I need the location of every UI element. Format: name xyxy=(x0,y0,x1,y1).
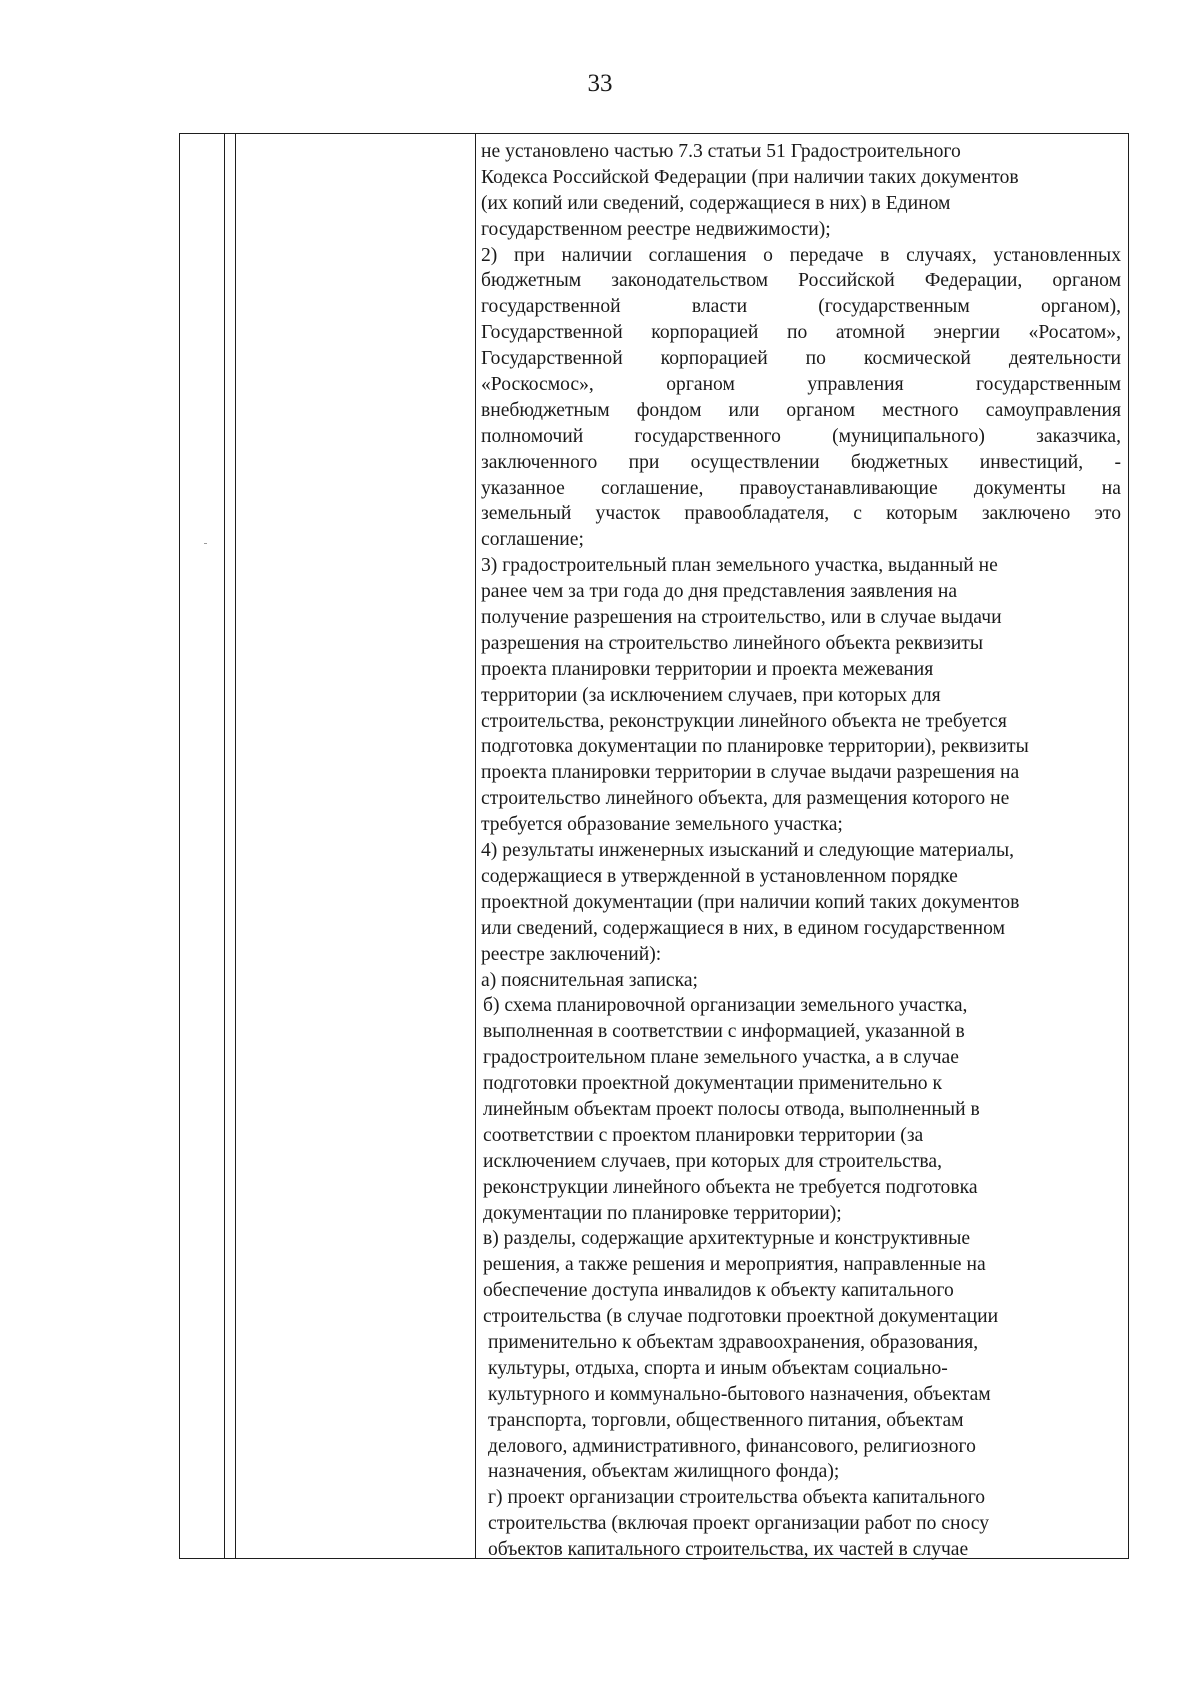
text-line: градостроительном плане земельного участка, а в случае xyxy=(483,1047,959,1069)
text-line: решения, а также решения и мероприятия, направленные на xyxy=(483,1254,986,1276)
text-line: транспорта, торговли, общественного питания, объектам xyxy=(488,1409,964,1431)
documents-cell xyxy=(481,139,1121,1563)
text-line: получение разрешения на строительство, или в случае выдачи xyxy=(481,607,1002,629)
text-line: 2) при наличии соглашения о передаче в случаях, установленных xyxy=(481,244,1121,266)
text-line: подготовка документации по планировке территории), реквизиты xyxy=(481,736,1029,758)
text-line: реконструкции линейного объекта не требуется подготовка xyxy=(483,1176,978,1198)
text-line: соответствии с проектом планировки территории (за xyxy=(483,1124,924,1146)
text-line: документации по планировке территории); xyxy=(483,1202,842,1224)
text-line: культуры, отдыха, спорта и иным объектам социально- xyxy=(488,1357,948,1379)
text-line: проектной документации (при наличии копий таких документов xyxy=(481,891,1020,913)
text-line: территории (за исключением случаев, при которых для xyxy=(481,684,941,706)
text-line: б) схема планировочной организации земельного участка, xyxy=(483,995,968,1017)
text-line: государственном реестре недвижимости); xyxy=(481,218,831,240)
text-line: указанное соглашение, правоустанавливающие документы на xyxy=(481,477,1121,499)
text-line: (их копий или сведений, содержащиеся в них) в Едином xyxy=(481,192,951,214)
text-line: назначения, объектам жилищного фонда); xyxy=(488,1461,840,1483)
column-divider-1 xyxy=(224,134,225,1558)
text-line: делового, административного, финансового, религиозного xyxy=(488,1435,976,1457)
text-line: в) разделы, содержащие архитектурные и конструктивные xyxy=(483,1228,971,1250)
text-line: объектов капитального строительства, их частей в случае xyxy=(488,1539,969,1561)
text-line: проекта планировки территории в случае выдачи разрешения на xyxy=(481,762,1020,784)
text-line: не установлено частью 7.3 статьи 51 Градостроительного xyxy=(481,141,961,162)
text-line: ранее чем за три года до дня представления заявления на xyxy=(481,581,958,603)
text-line: Кодекса Российской Федерации (при наличии таких документов xyxy=(481,166,1019,188)
text-line: соглашение; xyxy=(481,529,584,551)
text-line: Государственной корпорацией по космической деятельности xyxy=(481,348,1121,370)
text-line: исключением случаев, при которых для строительства, xyxy=(483,1150,942,1172)
text-line: внебюджетным фондом или органом местного самоуправления xyxy=(481,399,1121,421)
text-line: строительства (в случае подготовки проектной документации xyxy=(483,1306,999,1328)
text-line: государственной власти (государственным органом), xyxy=(481,296,1121,318)
text-line: содержащиеся в утвержденной в установленном порядке xyxy=(481,865,958,887)
text-line: обеспечение доступа инвалидов к объекту капитального xyxy=(483,1280,954,1302)
text-line: а) пояснительная записка; xyxy=(481,969,698,991)
requirements-table xyxy=(179,133,1129,1559)
text-line: земельный участок правообладателя, с которым заключено это xyxy=(481,503,1121,525)
text-line: применительно к объектам здравоохранения, образования, xyxy=(488,1331,979,1353)
text-line: Государственной корпорацией по атомной энергии «Росатом», xyxy=(481,322,1121,344)
text-line: строительства (включая проект организации работ по сносу xyxy=(488,1513,989,1535)
column-divider-3 xyxy=(475,134,476,1558)
text-line: «Роскосмос», органом управления государственным xyxy=(481,374,1121,396)
text-line: г) проект организации строительства объекта капитального xyxy=(488,1487,986,1509)
text-line: полномочий государственного (муниципального) заказчика, xyxy=(481,425,1121,447)
text-line: бюджетным законодательством Российской Федерации, органом xyxy=(481,270,1121,292)
text-line: проекта планировки территории и проекта межевания xyxy=(481,658,934,680)
column-divider-2 xyxy=(235,134,236,1558)
text-line: или сведений, содержащиеся в них, в едином государственном xyxy=(481,917,1005,939)
text-line: разрешения на строительство линейного объекта реквизиты xyxy=(481,632,984,654)
text-line: культурного и коммунально-бытового назначения, объектам xyxy=(488,1383,991,1405)
text-line: требуется образование земельного участка; xyxy=(481,814,843,836)
text-line: строительство линейного объекта, для размещения которого не xyxy=(481,788,1010,810)
text-line: выполненная в соответствии с информацией, указанной в xyxy=(483,1021,965,1043)
text-line: линейным объектам проект полосы отвода, выполненный в xyxy=(483,1098,980,1120)
text-line: подготовки проектной документации применительно к xyxy=(483,1073,943,1095)
text-line: 3) градостроительный план земельного участка, выданный не xyxy=(481,555,998,577)
text-line: реестре заключений): xyxy=(481,943,662,965)
text-line: строительства, реконструкции линейного объекта не требуется xyxy=(481,710,1007,732)
page-number: 33 xyxy=(587,70,613,97)
text-line: заключенного при осуществлении бюджетных инвестиций, - xyxy=(481,451,1121,473)
text-line: 4) результаты инженерных изысканий и следующие материалы, xyxy=(481,840,1015,862)
